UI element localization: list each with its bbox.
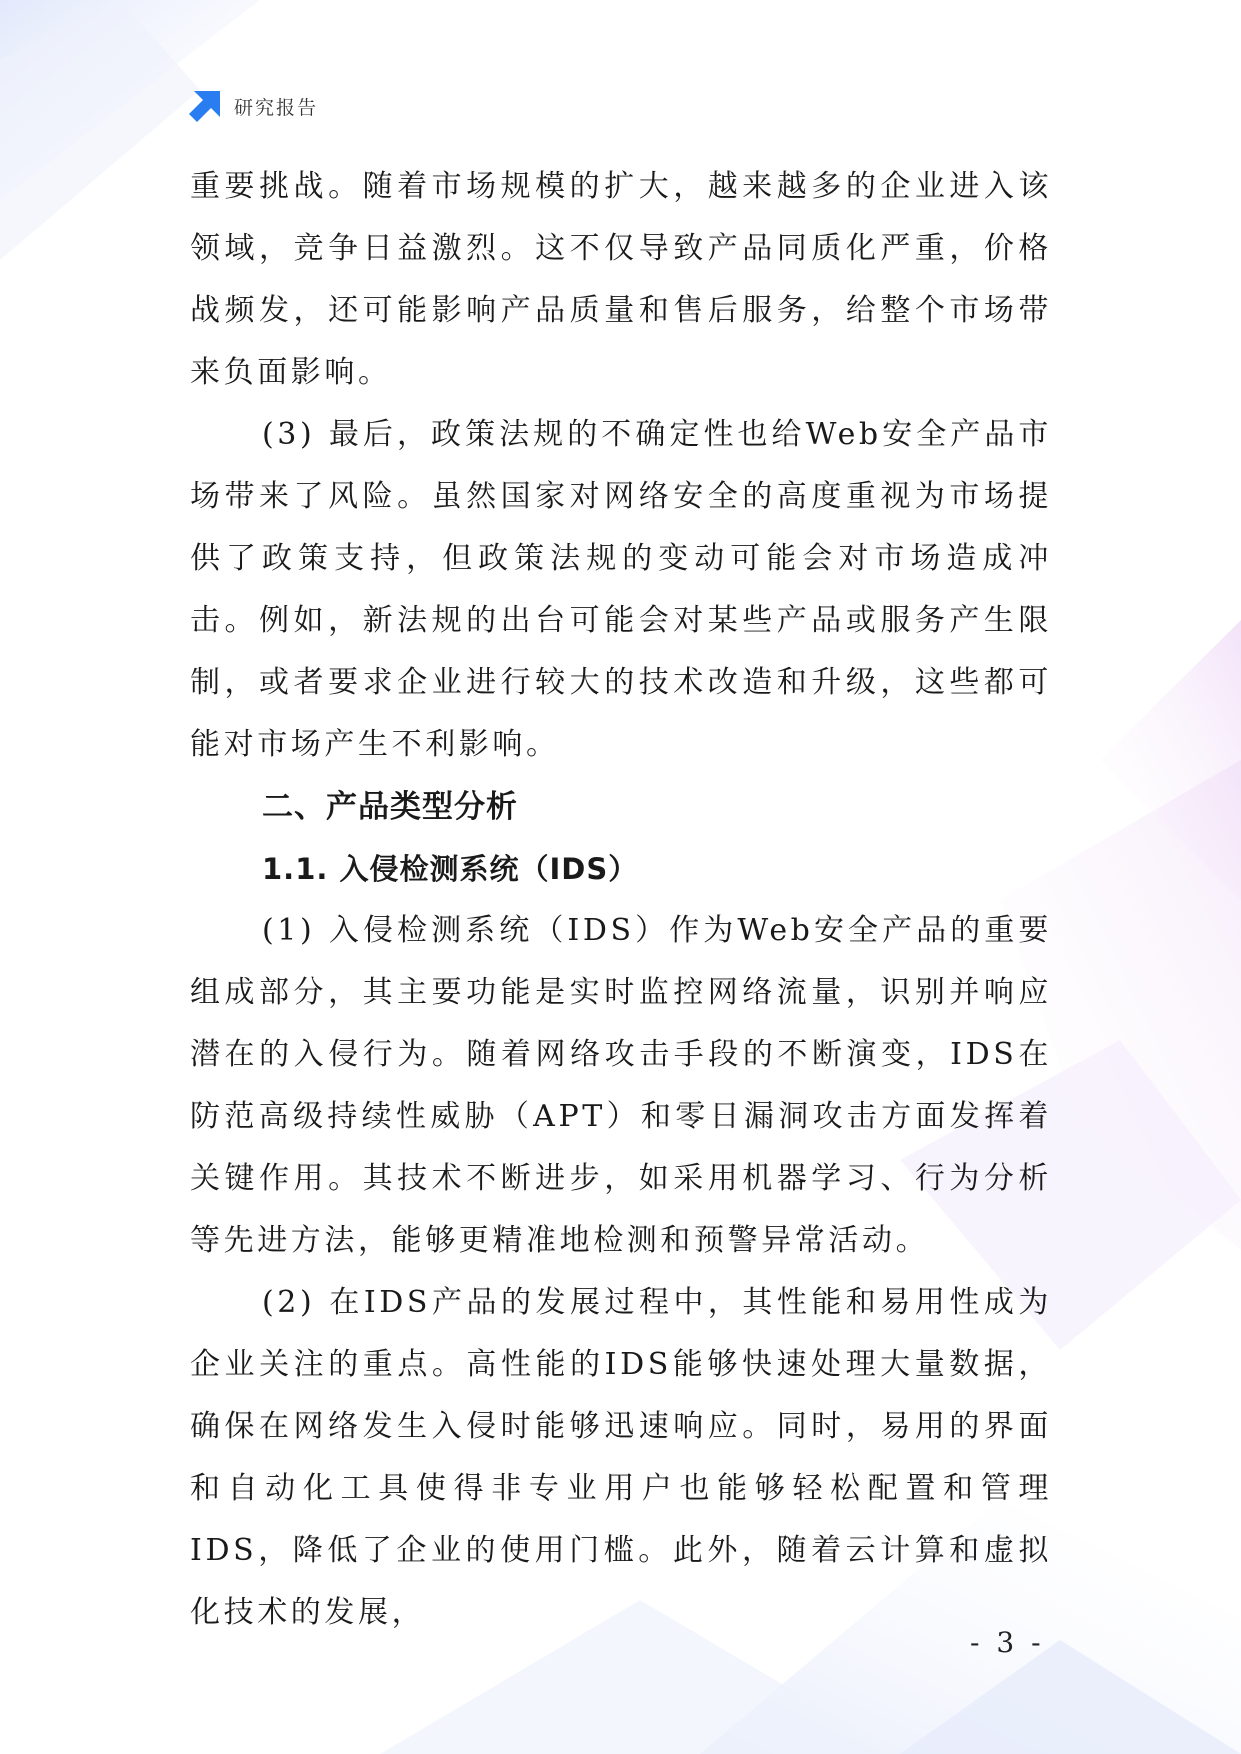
- section-heading: 二、产品类型分析: [262, 789, 518, 825]
- document-body: [190, 156, 1052, 1644]
- paragraph-ids-overview: (1) 入侵检测系统（IDS）作为Web安全产品的重要组成部分，其主要功能是实时监控网络流量，识别并响应潜在的入侵行为。随着网络攻击手段的不断演变，IDS在防范高级持续性威胁（APT）和零日漏洞攻击方面发挥着关键作用。其技术不断进步，如采用机器学习、行为分析等先进方法，能够更精准地检测和预警异常活动。: [190, 913, 1052, 1258]
- page-number: - 3 -: [970, 1626, 1045, 1659]
- arrow-up-right-logo-icon: [188, 89, 222, 123]
- page-header: [188, 88, 318, 124]
- paragraph-ids-performance: (2) 在IDS产品的发展过程中，其性能和易用性成为企业关注的重点。高性能的IDS能够快速处理大量数据，确保在网络发生入侵时能够迅速响应。同时，易用的界面和自动化工具使得非专业用户也能够轻松配置和管理IDS，降低了企业的使用门槛。此外，随着云计算和虚拟化技术的发展，: [190, 1285, 1052, 1630]
- paragraph-market-competition: 重要挑战。随着市场规模的扩大，越来越多的企业进入该领域，竞争日益激烈。这不仅导致产品同质化严重，价格战频发，还可能影响产品质量和售后服务，给整个市场带来负面影响。: [190, 169, 1052, 390]
- subsection-heading: 1.1. 入侵检测系统（IDS）: [262, 852, 639, 886]
- paragraph-policy-risk: (3) 最后，政策法规的不确定性也给Web安全产品市场带来了风险。虽然国家对网络安全的高度重视为市场提供了政策支持，但政策法规的变动可能会对市场造成冲击。例如，新法规的出台可能会对某些产品或服务产生限制，或者要求企业进行较大的技术改造和升级，这些都可能对市场产生不利影响。: [190, 417, 1052, 762]
- header-title: 研究报告: [234, 96, 319, 119]
